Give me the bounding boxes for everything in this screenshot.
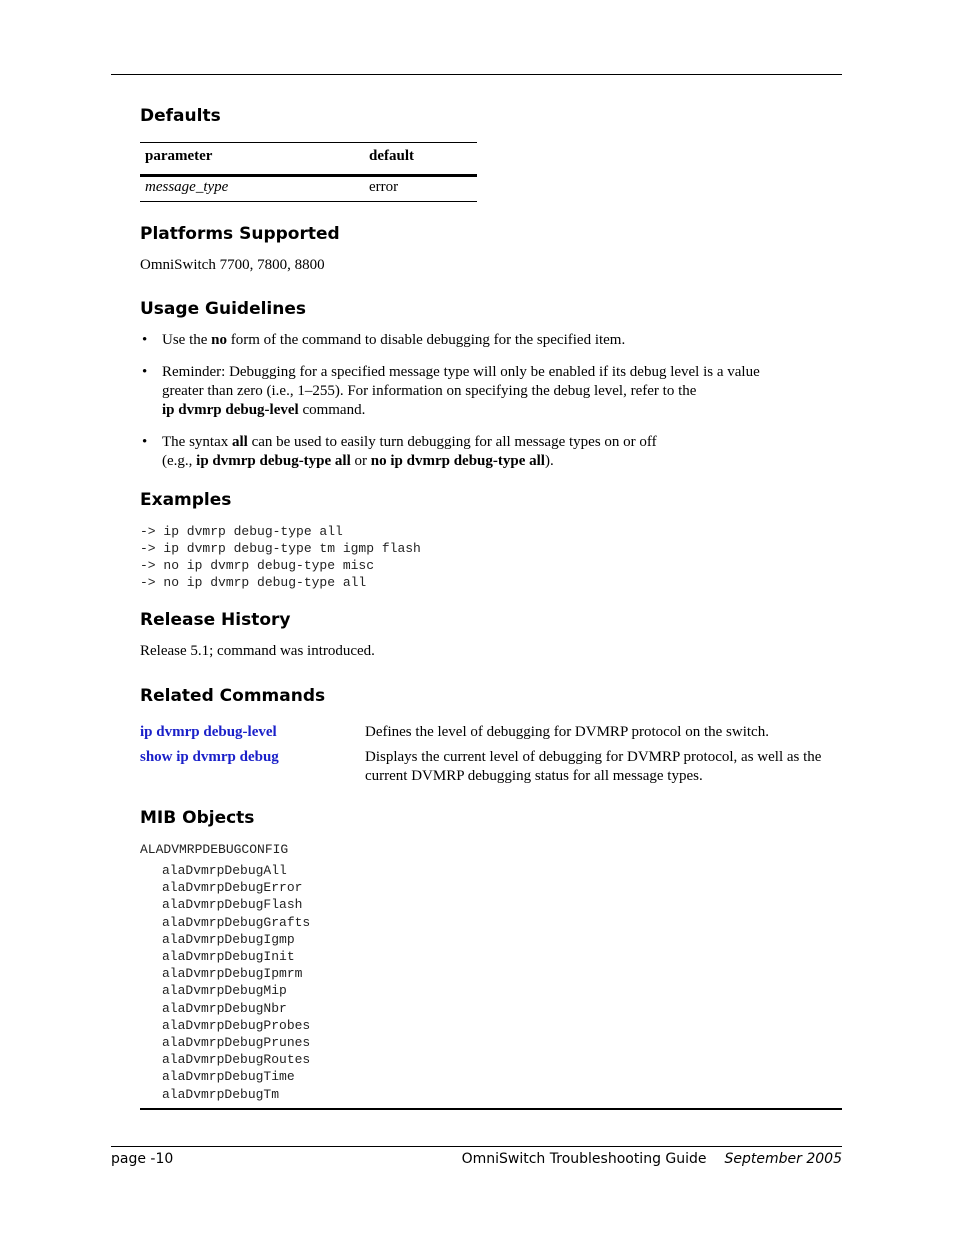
- list-item: alaDvmrpDebugNbr: [162, 1000, 287, 1016]
- list-item: alaDvmrpDebugAll: [162, 863, 287, 878]
- list-item: alaDvmrpDebugTime: [162, 1069, 295, 1085]
- related-command-description: Defines the level of debugging for DVMRP protocol on the switch.: [365, 724, 769, 740]
- bullet-text: form of the command to disable debugging for the specified item.: [227, 332, 626, 348]
- footer-title: [462, 1151, 842, 1167]
- code-line: -> no ip dvmrp debug-type all: [140, 575, 367, 590]
- publication-date: September 2005: [724, 1151, 842, 1167]
- guide-title: OmniSwitch Troubleshooting Guide: [461, 1151, 707, 1167]
- table-row: [140, 176, 477, 202]
- usage-bullet-list: [140, 331, 830, 471]
- code-line: -> ip dvmrp debug-type all: [140, 524, 343, 539]
- column-header-parameter: parameter: [145, 148, 213, 164]
- related-command-row: [140, 748, 830, 786]
- mib-object-list: [162, 862, 310, 1103]
- mib-table-name: ALADVMRPDEBUGCONFIG: [140, 842, 289, 857]
- header-rule: [111, 74, 842, 75]
- link-show-ip-dvmrp-debug[interactable]: show ip dvmrp debug: [140, 749, 279, 765]
- code-line: -> ip dvmrp debug-type tm igmp flash: [140, 541, 421, 556]
- related-command-description: Displays the current level of debugging for DVMRP protocol, as well as the current DVMRP debugging status for all message types.: [365, 749, 822, 784]
- bullet-bold: ip dvmrp debug-level: [162, 402, 299, 418]
- bullet-bold: all: [231, 434, 248, 450]
- footer-rule: [111, 1146, 842, 1147]
- bullet-text: The syntax: [162, 434, 232, 450]
- platforms-heading: Platforms Supported: [140, 224, 340, 244]
- list-item: alaDvmrpDebugError: [162, 880, 303, 896]
- mib-heading: MIB Objects: [140, 808, 255, 828]
- list-item: alaDvmrpDebugTm: [162, 1086, 280, 1102]
- bullet-text: or: [350, 453, 371, 469]
- list-item: alaDvmrpDebugProbes: [162, 1017, 311, 1033]
- defaults-heading: Defaults: [140, 106, 221, 126]
- release-heading: Release History: [140, 610, 291, 630]
- defaults-table-header: [140, 143, 477, 176]
- related-heading: Related Commands: [140, 686, 326, 706]
- list-item: alaDvmrpDebugIpmrm: [162, 966, 303, 982]
- related-commands-list: [140, 723, 830, 792]
- column-header-default: default: [369, 148, 414, 164]
- bullet-bold: ip dvmrp debug-type all: [196, 453, 351, 469]
- list-item: alaDvmrpDebugRoutes: [162, 1052, 311, 1068]
- bullet-text: Reminder: Debugging for a specified message type will only be enabled if its debug level is a value: [162, 364, 760, 380]
- bullet-text: greater than zero (i.e., 1–255). For information on specifying the debug level, refer to the: [162, 383, 697, 399]
- examples-code-block: [140, 523, 421, 591]
- bullet-text: Use the: [162, 332, 212, 348]
- bullet-text: (e.g.,: [162, 453, 197, 469]
- list-item: alaDvmrpDebugMip: [162, 983, 287, 999]
- defaults-table: [140, 142, 477, 202]
- release-text: Release 5.1; command was introduced.: [140, 643, 375, 659]
- list-item: alaDvmrpDebugGrafts: [162, 914, 311, 930]
- usage-heading: Usage Guidelines: [140, 299, 306, 319]
- list-item: alaDvmrpDebugInit: [162, 949, 295, 965]
- platforms-text: OmniSwitch 7700, 7800, 8800: [140, 257, 325, 273]
- bullet-text: can be used to easily turn debugging for all message types on or off: [247, 434, 657, 450]
- list-item: alaDvmrpDebugIgmp: [162, 931, 295, 947]
- parameter-cell: message_type: [145, 179, 229, 195]
- default-cell: error: [369, 179, 399, 195]
- list-item: [140, 331, 830, 350]
- link-ip-dvmrp-debug-level[interactable]: ip dvmrp debug-level: [140, 724, 277, 740]
- bullet-bold: no: [211, 332, 227, 348]
- examples-heading: Examples: [140, 490, 232, 510]
- page-number: page -10: [111, 1151, 174, 1167]
- list-item: alaDvmrpDebugFlash: [162, 897, 303, 913]
- bullet-text: ).: [544, 453, 554, 469]
- list-item: alaDvmrpDebugPrunes: [162, 1035, 311, 1051]
- list-item: [140, 433, 830, 471]
- list-item: [140, 363, 830, 420]
- section-end-rule: [140, 1108, 842, 1110]
- code-line: -> no ip dvmrp debug-type misc: [140, 558, 375, 573]
- bullet-text: command.: [298, 402, 366, 418]
- related-command-row: [140, 723, 830, 742]
- bullet-bold: no ip dvmrp debug-type all: [370, 453, 545, 469]
